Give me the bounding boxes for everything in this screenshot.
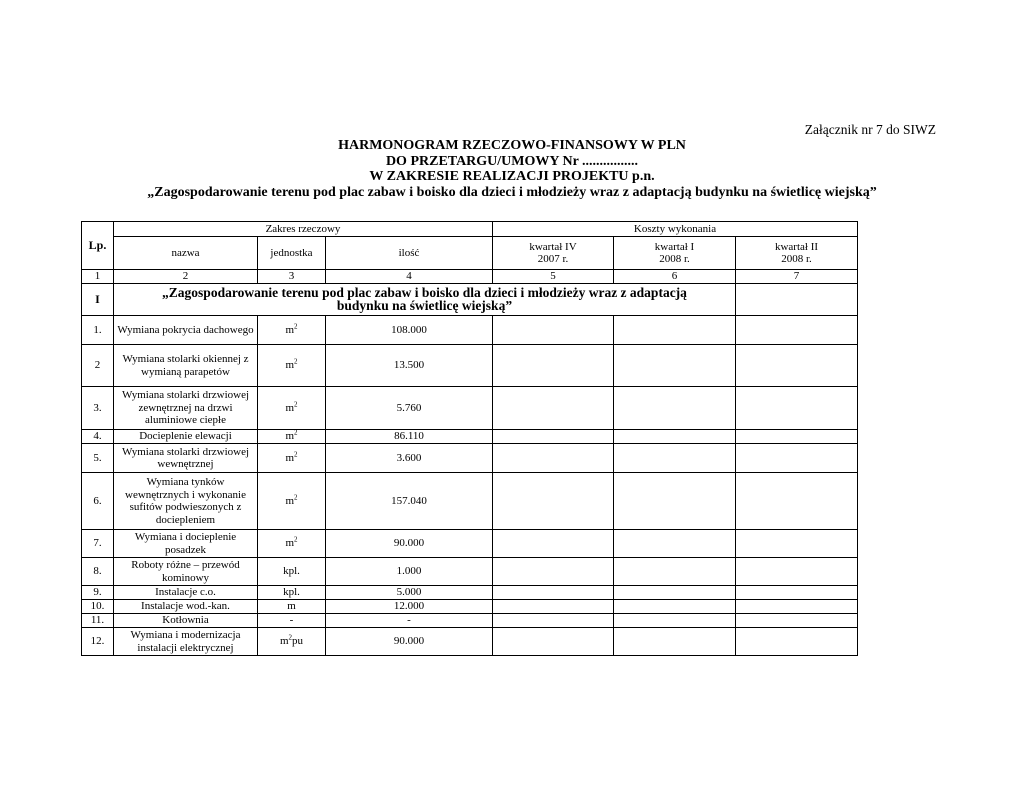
header-quarter-1: kwartał IV 2007 r. bbox=[493, 237, 614, 270]
title-line-4: „Zagospodarowanie terenu pod plac zabaw i boisko dla dzieci i młodzieży wraz z adaptacją budynku na świetlicę wiejską” bbox=[147, 184, 877, 200]
row-cost-q3 bbox=[736, 345, 858, 387]
table-row bbox=[82, 345, 858, 387]
row-lp: 12. bbox=[82, 628, 114, 656]
row-cost-q1 bbox=[493, 530, 614, 558]
row-qty: 5.000 bbox=[326, 586, 493, 600]
header-lp: Lp. bbox=[82, 222, 114, 270]
row-name: Instalacje c.o. bbox=[114, 586, 258, 600]
row-qty: 3.600 bbox=[326, 444, 493, 473]
col-number: 1 bbox=[82, 270, 114, 284]
row-cost-q1 bbox=[493, 345, 614, 387]
unit-base: kpl. bbox=[283, 586, 300, 599]
section-number: I bbox=[82, 284, 114, 316]
unit-base: - bbox=[289, 614, 294, 627]
document-title bbox=[0, 138, 1024, 200]
header-quarter-2: kwartał I 2008 r. bbox=[614, 237, 736, 270]
row-name: Docieplenie elewacji bbox=[114, 430, 258, 444]
row-cost-q2 bbox=[614, 586, 736, 600]
row-unit bbox=[258, 530, 326, 558]
table-row bbox=[82, 473, 858, 530]
col-number: 7 bbox=[736, 270, 858, 284]
row-cost-q3 bbox=[736, 473, 858, 530]
row-cost-q1 bbox=[493, 387, 614, 430]
row-cost-q3 bbox=[736, 444, 858, 473]
row-unit bbox=[258, 444, 326, 473]
row-cost-q3 bbox=[736, 614, 858, 628]
schedule-table bbox=[81, 221, 858, 656]
row-name: Wymiana stolarki drzwiowej wewnętrznej bbox=[114, 444, 258, 473]
table-row bbox=[82, 614, 858, 628]
row-cost-q2 bbox=[614, 345, 736, 387]
row-name: Kotłownia bbox=[114, 614, 258, 628]
row-unit bbox=[258, 600, 326, 614]
row-name: Wymiana pokrycia dachowego bbox=[114, 316, 258, 345]
header-jednostka: jednostka bbox=[258, 237, 326, 270]
row-unit bbox=[258, 430, 326, 444]
unit-exponent: 2 bbox=[294, 429, 298, 437]
row-lp: 1. bbox=[82, 316, 114, 345]
row-cost-q2 bbox=[614, 628, 736, 656]
row-unit bbox=[258, 387, 326, 430]
row-name: Roboty różne – przewód kominowy bbox=[114, 558, 258, 586]
row-name: Wymiana tynków wewnętrznych i wykonanie sufitów podwieszonych z dociepleniem bbox=[114, 473, 258, 530]
row-cost-q2 bbox=[614, 558, 736, 586]
unit-exponent: 2 bbox=[294, 322, 298, 331]
unit-base: m bbox=[285, 430, 295, 443]
table-row bbox=[82, 600, 858, 614]
col-number: 3 bbox=[258, 270, 326, 284]
header-nazwa: nazwa bbox=[114, 237, 258, 270]
col-number: 5 bbox=[493, 270, 614, 284]
row-unit bbox=[258, 558, 326, 586]
row-cost-q3 bbox=[736, 430, 858, 444]
row-unit bbox=[258, 316, 326, 345]
row-unit bbox=[258, 628, 326, 656]
unit-base: m bbox=[287, 600, 296, 613]
row-lp: 7. bbox=[82, 530, 114, 558]
row-qty: 90.000 bbox=[326, 628, 493, 656]
row-unit bbox=[258, 473, 326, 530]
row-cost-q3 bbox=[736, 600, 858, 614]
annex-label: Załącznik nr 7 do SIWZ bbox=[804, 122, 936, 137]
row-lp: 3. bbox=[82, 387, 114, 430]
row-cost-q3 bbox=[736, 530, 858, 558]
unit-base: m bbox=[285, 401, 295, 414]
table-body bbox=[82, 316, 858, 656]
row-qty: 1.000 bbox=[326, 558, 493, 586]
row-qty: 13.500 bbox=[326, 345, 493, 387]
row-cost-q1 bbox=[493, 614, 614, 628]
section-title: „Zagospodarowanie terenu pod plac zabaw i boisko dla dzieci i młodzieży wraz z adaptacją budynku na świetlicę wiejską” bbox=[114, 284, 736, 316]
row-cost-q1 bbox=[493, 628, 614, 656]
table-row bbox=[82, 316, 858, 345]
unit-base: kpl. bbox=[283, 565, 300, 578]
row-qty: 108.000 bbox=[326, 316, 493, 345]
unit-base: m bbox=[285, 359, 295, 372]
row-name: Wymiana stolarki okiennej z wymianą parapetów bbox=[114, 345, 258, 387]
table-row bbox=[82, 444, 858, 473]
unit-base: m bbox=[285, 323, 295, 336]
title-line-2: DO PRZETARGU/UMOWY Nr ................ bbox=[385, 153, 639, 169]
row-cost-q3 bbox=[736, 628, 858, 656]
row-lp: 8. bbox=[82, 558, 114, 586]
row-cost-q3 bbox=[736, 316, 858, 345]
col-number: 4 bbox=[326, 270, 493, 284]
row-lp: 6. bbox=[82, 473, 114, 530]
unit-base: m bbox=[285, 494, 295, 507]
title-line-3: W ZAKRESIE REALIZACJI PROJEKTU p.n. bbox=[369, 169, 655, 184]
unit-exponent: 2 bbox=[294, 493, 298, 502]
header-koszty: Koszty wykonania bbox=[493, 222, 858, 237]
table-row bbox=[82, 530, 858, 558]
row-lp: 4. bbox=[82, 430, 114, 444]
row-cost-q2 bbox=[614, 473, 736, 530]
row-name: Instalacje wod.-kan. bbox=[114, 600, 258, 614]
row-lp: 10. bbox=[82, 600, 114, 614]
table-row bbox=[82, 558, 858, 586]
unit-exponent: 2 bbox=[294, 357, 298, 366]
row-lp: 5. bbox=[82, 444, 114, 473]
table-row bbox=[82, 387, 858, 430]
row-cost-q1 bbox=[493, 444, 614, 473]
row-cost-q1 bbox=[493, 586, 614, 600]
unit-suffix: pu bbox=[292, 635, 304, 648]
empty-cell bbox=[736, 284, 858, 316]
row-cost-q2 bbox=[614, 387, 736, 430]
row-cost-q2 bbox=[614, 600, 736, 614]
row-lp: 9. bbox=[82, 586, 114, 600]
section-row bbox=[82, 284, 858, 316]
row-unit bbox=[258, 614, 326, 628]
unit-exponent: 2 bbox=[294, 535, 298, 544]
unit-base: m bbox=[285, 537, 295, 550]
row-qty: - bbox=[326, 614, 493, 628]
row-qty: 86.110 bbox=[326, 430, 493, 444]
row-unit bbox=[258, 586, 326, 600]
row-cost-q2 bbox=[614, 430, 736, 444]
row-cost-q2 bbox=[614, 530, 736, 558]
row-unit bbox=[258, 345, 326, 387]
header-ilosc: ilość bbox=[326, 237, 493, 270]
unit-base: m bbox=[285, 451, 295, 464]
row-cost-q1 bbox=[493, 316, 614, 345]
row-cost-q2 bbox=[614, 614, 736, 628]
col-number: 6 bbox=[614, 270, 736, 284]
unit-exponent: 2 bbox=[294, 400, 298, 409]
column-number-row bbox=[82, 270, 858, 284]
row-name: Wymiana stolarki drzwiowej zewnętrznej na drzwi aluminiowe ciepłe bbox=[114, 387, 258, 430]
row-qty: 90.000 bbox=[326, 530, 493, 558]
title-line-1: HARMONOGRAM RZECZOWO-FINANSOWY W PLN bbox=[338, 138, 686, 153]
row-cost-q1 bbox=[493, 600, 614, 614]
table-row bbox=[82, 628, 858, 656]
table-row bbox=[82, 430, 858, 444]
unit-base: m bbox=[279, 635, 289, 648]
header-quarter-3: kwartał II 2008 r. bbox=[736, 237, 858, 270]
row-qty: 12.000 bbox=[326, 600, 493, 614]
unit-exponent: 2 bbox=[294, 450, 298, 459]
row-name: Wymiana i docieplenie posadzek bbox=[114, 530, 258, 558]
unit-exponent: 2 bbox=[288, 633, 293, 642]
row-cost-q3 bbox=[736, 558, 858, 586]
row-lp: 2 bbox=[82, 345, 114, 387]
col-number: 2 bbox=[114, 270, 258, 284]
header-zakres: Zakres rzeczowy bbox=[114, 222, 493, 237]
row-name: Wymiana i modernizacja instalacji elektrycznej bbox=[114, 628, 258, 656]
row-lp: 11. bbox=[82, 614, 114, 628]
row-cost-q1 bbox=[493, 558, 614, 586]
row-cost-q2 bbox=[614, 444, 736, 473]
row-cost-q3 bbox=[736, 586, 858, 600]
row-qty: 157.040 bbox=[326, 473, 493, 530]
row-cost-q1 bbox=[493, 473, 614, 530]
row-qty: 5.760 bbox=[326, 387, 493, 430]
table-row bbox=[82, 586, 858, 600]
row-cost-q2 bbox=[614, 316, 736, 345]
row-cost-q1 bbox=[493, 430, 614, 444]
row-cost-q3 bbox=[736, 387, 858, 430]
